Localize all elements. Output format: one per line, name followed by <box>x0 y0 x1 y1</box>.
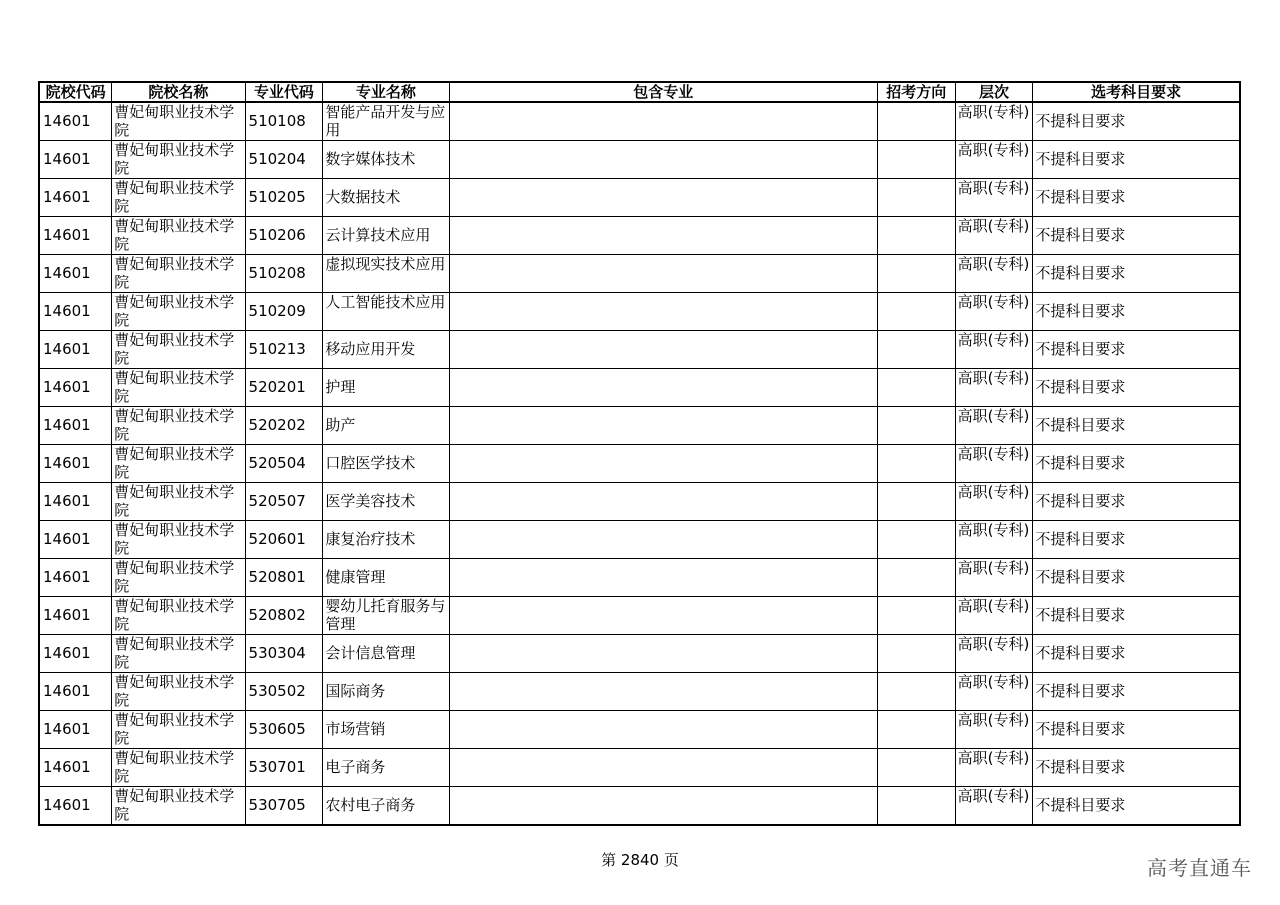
table-row <box>39 141 1240 179</box>
cell-level: 高职(专科) <box>955 407 1033 445</box>
cell-subject-requirement: 不提科目要求 <box>1033 293 1240 331</box>
header-major-name: 专业名称 <box>323 82 449 102</box>
table-row <box>39 255 1240 293</box>
table-row <box>39 787 1240 826</box>
cell-school-name: 曹妃甸职业技术学院 <box>112 787 245 826</box>
table-row <box>39 635 1240 673</box>
cell-subject-requirement: 不提科目要求 <box>1033 407 1240 445</box>
cell-school-code: 14601 <box>39 255 112 293</box>
cell-included-majors <box>449 331 877 369</box>
cell-included-majors <box>449 141 877 179</box>
cell-major-code: 510206 <box>245 217 323 255</box>
table-row <box>39 217 1240 255</box>
cell-included-majors <box>449 749 877 787</box>
cell-major-name: 健康管理 <box>323 559 449 597</box>
cell-direction <box>877 369 955 407</box>
cell-included-majors <box>449 635 877 673</box>
cell-school-name: 曹妃甸职业技术学院 <box>112 483 245 521</box>
header-subject-requirement: 选考科目要求 <box>1033 82 1240 102</box>
cell-included-majors <box>449 521 877 559</box>
cell-subject-requirement: 不提科目要求 <box>1033 521 1240 559</box>
cell-school-code: 14601 <box>39 445 112 483</box>
cell-included-majors <box>449 483 877 521</box>
cell-major-name: 云计算技术应用 <box>323 217 449 255</box>
cell-major-code: 510209 <box>245 293 323 331</box>
table-row <box>39 749 1240 787</box>
cell-major-name: 大数据技术 <box>323 179 449 217</box>
cell-included-majors <box>449 179 877 217</box>
cell-subject-requirement: 不提科目要求 <box>1033 179 1240 217</box>
cell-level: 高职(专科) <box>955 521 1033 559</box>
cell-school-code: 14601 <box>39 141 112 179</box>
cell-included-majors <box>449 102 877 141</box>
cell-direction <box>877 673 955 711</box>
cell-direction <box>877 635 955 673</box>
cell-major-code: 520507 <box>245 483 323 521</box>
cell-school-name: 曹妃甸职业技术学院 <box>112 635 245 673</box>
admissions-table <box>38 81 1241 826</box>
table-row <box>39 102 1240 141</box>
cell-direction <box>877 597 955 635</box>
table-row <box>39 711 1240 749</box>
cell-major-code: 520202 <box>245 407 323 445</box>
cell-direction <box>877 179 955 217</box>
table-body <box>39 102 1240 825</box>
cell-level: 高职(专科) <box>955 331 1033 369</box>
cell-major-code: 510205 <box>245 179 323 217</box>
cell-direction <box>877 141 955 179</box>
cell-included-majors <box>449 407 877 445</box>
cell-direction <box>877 483 955 521</box>
cell-major-name: 市场营销 <box>323 711 449 749</box>
header-major-code: 专业代码 <box>245 82 323 102</box>
cell-direction <box>877 217 955 255</box>
table-row <box>39 331 1240 369</box>
cell-major-code: 530304 <box>245 635 323 673</box>
cell-direction <box>877 559 955 597</box>
cell-school-code: 14601 <box>39 331 112 369</box>
table-row <box>39 407 1240 445</box>
cell-school-name: 曹妃甸职业技术学院 <box>112 331 245 369</box>
cell-included-majors <box>449 673 877 711</box>
cell-direction <box>877 293 955 331</box>
cell-major-code: 510213 <box>245 331 323 369</box>
cell-major-name: 农村电子商务 <box>323 787 449 826</box>
cell-level: 高职(专科) <box>955 445 1033 483</box>
cell-level: 高职(专科) <box>955 635 1033 673</box>
cell-major-name: 护理 <box>323 369 449 407</box>
cell-direction <box>877 102 955 141</box>
cell-major-name: 人工智能技术应用 <box>323 293 449 331</box>
cell-school-name: 曹妃甸职业技术学院 <box>112 255 245 293</box>
cell-included-majors <box>449 787 877 826</box>
cell-subject-requirement: 不提科目要求 <box>1033 255 1240 293</box>
cell-included-majors <box>449 369 877 407</box>
cell-school-name: 曹妃甸职业技术学院 <box>112 521 245 559</box>
cell-major-name: 会计信息管理 <box>323 635 449 673</box>
cell-included-majors <box>449 559 877 597</box>
cell-major-code: 530705 <box>245 787 323 826</box>
cell-school-code: 14601 <box>39 217 112 255</box>
cell-major-code: 530502 <box>245 673 323 711</box>
cell-included-majors <box>449 711 877 749</box>
cell-major-code: 510204 <box>245 141 323 179</box>
table-row <box>39 673 1240 711</box>
cell-school-name: 曹妃甸职业技术学院 <box>112 711 245 749</box>
watermark-logo-text: 高考直通车 <box>1147 856 1252 880</box>
cell-major-name: 婴幼儿托育服务与管理 <box>323 597 449 635</box>
cell-subject-requirement: 不提科目要求 <box>1033 711 1240 749</box>
cell-level: 高职(专科) <box>955 673 1033 711</box>
cell-direction <box>877 749 955 787</box>
cell-school-name: 曹妃甸职业技术学院 <box>112 217 245 255</box>
cell-school-code: 14601 <box>39 369 112 407</box>
cell-school-code: 14601 <box>39 293 112 331</box>
cell-school-code: 14601 <box>39 749 112 787</box>
cell-major-code: 530605 <box>245 711 323 749</box>
cell-subject-requirement: 不提科目要求 <box>1033 102 1240 141</box>
cell-school-name: 曹妃甸职业技术学院 <box>112 369 245 407</box>
header-included-majors: 包含专业 <box>449 82 877 102</box>
table-row <box>39 445 1240 483</box>
cell-subject-requirement: 不提科目要求 <box>1033 483 1240 521</box>
cell-subject-requirement: 不提科目要求 <box>1033 369 1240 407</box>
cell-direction <box>877 331 955 369</box>
cell-subject-requirement: 不提科目要求 <box>1033 635 1240 673</box>
cell-school-code: 14601 <box>39 711 112 749</box>
cell-major-name: 移动应用开发 <box>323 331 449 369</box>
cell-subject-requirement: 不提科目要求 <box>1033 673 1240 711</box>
cell-level: 高职(专科) <box>955 597 1033 635</box>
cell-level: 高职(专科) <box>955 141 1033 179</box>
cell-level: 高职(专科) <box>955 369 1033 407</box>
cell-school-code: 14601 <box>39 102 112 141</box>
cell-school-name: 曹妃甸职业技术学院 <box>112 141 245 179</box>
cell-school-code: 14601 <box>39 597 112 635</box>
cell-school-name: 曹妃甸职业技术学院 <box>112 597 245 635</box>
table-row <box>39 483 1240 521</box>
table-header-row <box>39 82 1240 102</box>
cell-major-code: 510208 <box>245 255 323 293</box>
cell-school-code: 14601 <box>39 635 112 673</box>
cell-major-name: 国际商务 <box>323 673 449 711</box>
header-direction: 招考方向 <box>877 82 955 102</box>
cell-direction <box>877 711 955 749</box>
cell-level: 高职(专科) <box>955 102 1033 141</box>
cell-subject-requirement: 不提科目要求 <box>1033 597 1240 635</box>
cell-major-name: 智能产品开发与应用 <box>323 102 449 141</box>
header-school-name: 院校名称 <box>112 82 245 102</box>
cell-major-name: 数字媒体技术 <box>323 141 449 179</box>
cell-level: 高职(专科) <box>955 749 1033 787</box>
cell-major-name: 电子商务 <box>323 749 449 787</box>
cell-major-code: 510108 <box>245 102 323 141</box>
cell-school-name: 曹妃甸职业技术学院 <box>112 293 245 331</box>
cell-school-code: 14601 <box>39 673 112 711</box>
header-school-code: 院校代码 <box>39 82 112 102</box>
cell-level: 高职(专科) <box>955 711 1033 749</box>
cell-school-code: 14601 <box>39 407 112 445</box>
cell-major-code: 520801 <box>245 559 323 597</box>
cell-subject-requirement: 不提科目要求 <box>1033 559 1240 597</box>
cell-major-code: 520504 <box>245 445 323 483</box>
cell-school-name: 曹妃甸职业技术学院 <box>112 749 245 787</box>
cell-level: 高职(专科) <box>955 217 1033 255</box>
table-row <box>39 369 1240 407</box>
cell-direction <box>877 521 955 559</box>
cell-school-name: 曹妃甸职业技术学院 <box>112 407 245 445</box>
table-row <box>39 559 1240 597</box>
cell-subject-requirement: 不提科目要求 <box>1033 787 1240 826</box>
cell-school-code: 14601 <box>39 559 112 597</box>
cell-school-name: 曹妃甸职业技术学院 <box>112 559 245 597</box>
cell-school-name: 曹妃甸职业技术学院 <box>112 445 245 483</box>
cell-level: 高职(专科) <box>955 787 1033 826</box>
table-row <box>39 179 1240 217</box>
cell-subject-requirement: 不提科目要求 <box>1033 331 1240 369</box>
cell-school-code: 14601 <box>39 179 112 217</box>
cell-major-code: 520201 <box>245 369 323 407</box>
cell-level: 高职(专科) <box>955 179 1033 217</box>
header-level: 层次 <box>955 82 1033 102</box>
cell-direction <box>877 407 955 445</box>
page-number: 第 2840 页 <box>601 851 679 869</box>
cell-school-name: 曹妃甸职业技术学院 <box>112 179 245 217</box>
cell-major-name: 医学美容技术 <box>323 483 449 521</box>
cell-school-code: 14601 <box>39 787 112 826</box>
cell-school-code: 14601 <box>39 483 112 521</box>
cell-subject-requirement: 不提科目要求 <box>1033 217 1240 255</box>
cell-major-code: 530701 <box>245 749 323 787</box>
cell-major-name: 康复治疗技术 <box>323 521 449 559</box>
cell-subject-requirement: 不提科目要求 <box>1033 749 1240 787</box>
cell-included-majors <box>449 217 877 255</box>
table-row <box>39 293 1240 331</box>
cell-school-name: 曹妃甸职业技术学院 <box>112 102 245 141</box>
cell-level: 高职(专科) <box>955 483 1033 521</box>
cell-included-majors <box>449 597 877 635</box>
table-row <box>39 597 1240 635</box>
cell-direction <box>877 787 955 826</box>
cell-level: 高职(专科) <box>955 293 1033 331</box>
cell-direction <box>877 445 955 483</box>
cell-included-majors <box>449 293 877 331</box>
cell-direction <box>877 255 955 293</box>
cell-major-name: 口腔医学技术 <box>323 445 449 483</box>
cell-school-name: 曹妃甸职业技术学院 <box>112 673 245 711</box>
cell-subject-requirement: 不提科目要求 <box>1033 445 1240 483</box>
cell-level: 高职(专科) <box>955 559 1033 597</box>
cell-major-code: 520601 <box>245 521 323 559</box>
cell-major-name: 虚拟现实技术应用 <box>323 255 449 293</box>
cell-included-majors <box>449 445 877 483</box>
cell-major-code: 520802 <box>245 597 323 635</box>
table-row <box>39 521 1240 559</box>
cell-included-majors <box>449 255 877 293</box>
cell-major-name: 助产 <box>323 407 449 445</box>
cell-level: 高职(专科) <box>955 255 1033 293</box>
cell-subject-requirement: 不提科目要求 <box>1033 141 1240 179</box>
cell-school-code: 14601 <box>39 521 112 559</box>
